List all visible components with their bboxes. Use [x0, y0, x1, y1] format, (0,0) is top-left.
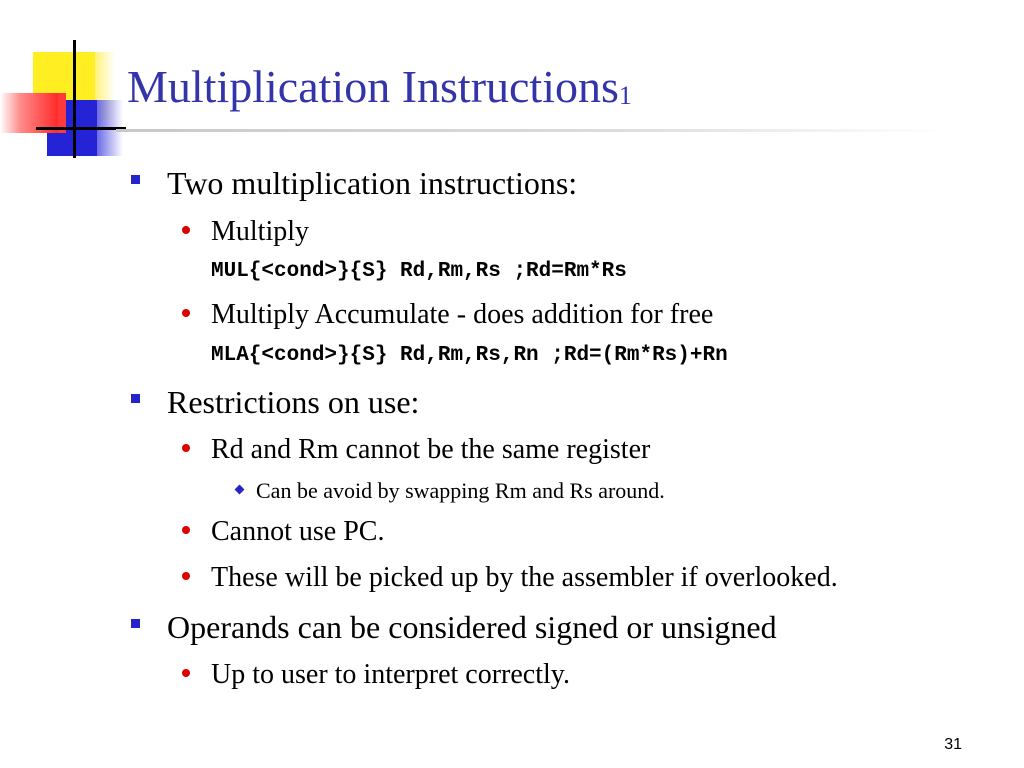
bullet-rd-rm-same — [211, 436, 650, 464]
bullet-text: Rd and Rm cannot be the same register — [211, 434, 651, 465]
round-bullet-icon — [182, 669, 190, 677]
bullet-text: These will be picked up by the assembler if overlooked. — [211, 562, 838, 593]
bullet-text: Multiply Accumulate - does addition for free — [211, 299, 714, 330]
bullet-text: Up to user to interpret correctly. — [211, 659, 570, 690]
logo-horizontal-line — [36, 127, 126, 130]
slide-title-text: Multiplication Instructions — [127, 61, 619, 112]
round-bullet-icon — [182, 572, 190, 580]
square-bullet-icon — [131, 619, 140, 628]
template-logo-icon — [0, 0, 130, 170]
bullet-text: Two multiplication instructions: — [167, 165, 578, 201]
logo-vertical-line — [73, 40, 76, 158]
mul-syntax: MUL{<cond>}{S} Rd,Rm,Rs ;Rd=Rm*Rs — [211, 260, 627, 283]
bullet-swap-tip — [256, 480, 665, 502]
bullet-text: Can be avoid by swapping Rm and Rs around. — [256, 478, 665, 503]
bullet-assembler — [211, 564, 838, 592]
bullet-two-instructions — [167, 167, 577, 199]
square-bullet-icon — [131, 394, 140, 403]
bullet-interpret — [211, 661, 570, 689]
slide-title — [127, 61, 632, 112]
round-bullet-icon — [182, 444, 190, 452]
slide-number: 31 — [944, 736, 962, 753]
bullet-multiply-accumulate — [211, 301, 713, 329]
bullet-operands — [167, 611, 777, 643]
bullet-restrictions — [167, 386, 419, 418]
bullet-text: Cannot use PC. — [211, 516, 385, 547]
bullet-text: Operands can be considered signed or unsigned — [167, 609, 777, 645]
bullet-text: Restrictions on use: — [167, 384, 420, 420]
bullet-multiply — [211, 218, 309, 246]
bullet-text: Multiply — [211, 216, 310, 247]
round-bullet-icon — [182, 526, 190, 534]
title-underline — [116, 129, 946, 132]
round-bullet-icon — [182, 226, 190, 234]
slide-title-subscript: 1 — [618, 81, 632, 110]
diamond-bullet-icon — [235, 485, 245, 495]
bullet-no-pc — [211, 518, 384, 546]
round-bullet-icon — [182, 309, 190, 317]
square-bullet-icon — [131, 175, 140, 184]
mla-syntax: MLA{<cond>}{S} Rd,Rm,Rs,Rn ;Rd=(Rm*Rs)+Rn — [211, 344, 728, 367]
